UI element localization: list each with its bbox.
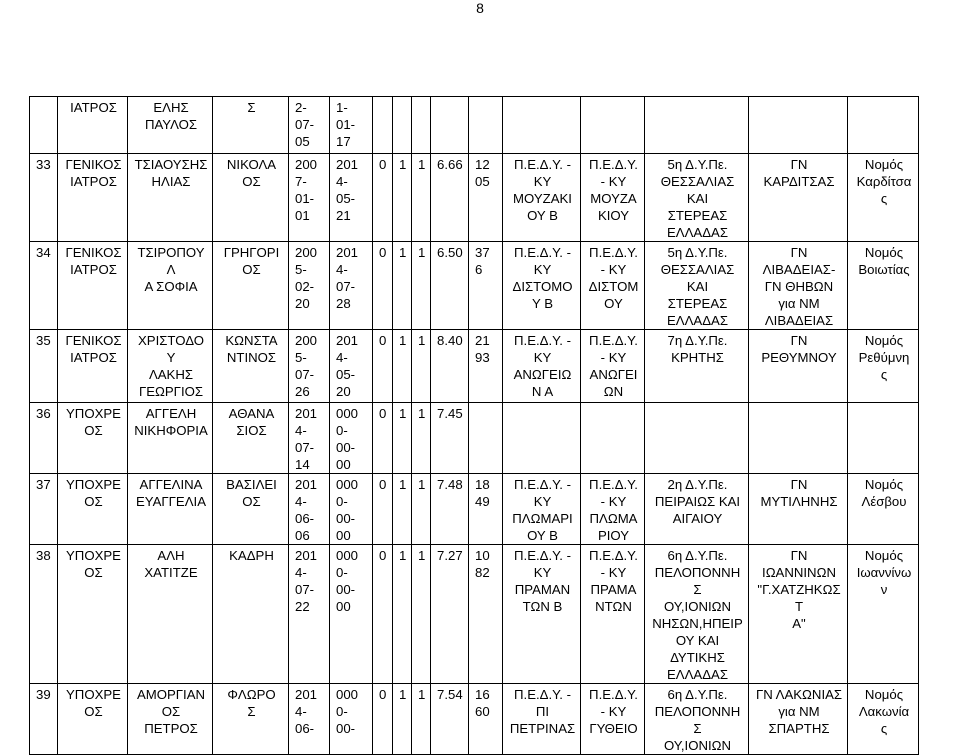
table-row — [30, 242, 919, 330]
date-cell: 000 0- 00- — [330, 684, 373, 755]
prefecture-cell: Νομός Καρδίτσα ς — [848, 154, 919, 242]
surname-cell: ΑΓΓΕΛΗ ΝΙΚΗΦΟΡΙΑ — [128, 403, 213, 474]
flag-cell: 0 — [373, 154, 393, 242]
date-cell: 200 5- 02- 20 — [289, 242, 330, 330]
prefecture-cell: Νομός Βοιωτίας — [848, 242, 919, 330]
flag-cell: 1 — [412, 330, 431, 403]
row-number: 34 — [30, 242, 58, 330]
hospital-cell — [749, 403, 848, 474]
flag-cell: 1 — [393, 684, 412, 755]
health-center-cell: Π.Ε.Δ.Υ. - ΚΥ ΑΝΩΓΕΙΩ Ν Α — [503, 330, 581, 403]
prefecture-cell: Νομός Ιωαννίνω ν — [848, 545, 919, 684]
date-cell: 000 0- 00- 00 — [330, 474, 373, 545]
health-region-cell: 7η Δ.Υ.Πε. ΚΡΗΤΗΣ — [645, 330, 749, 403]
row-number: 37 — [30, 474, 58, 545]
flag-cell: 0 — [373, 545, 393, 684]
flag-cell: 1 — [412, 474, 431, 545]
prefecture-cell: Νομός Λακωνία ς — [848, 684, 919, 755]
surname-cell: ΑΛΗ ΧΑΤΙΤΖΕ — [128, 545, 213, 684]
specialty-cell: ΥΠΟΧΡΕ ΟΣ — [58, 545, 128, 684]
flag-cell: 1 — [412, 154, 431, 242]
health-region-cell: 5η Δ.Υ.Πε. ΘΕΣΣΑΛΙΑΣ ΚΑΙ ΣΤΕΡΕΑΣ ΕΛΛΑΔΑΣ — [645, 242, 749, 330]
date-cell: 201 4- 05- 20 — [330, 330, 373, 403]
registry-table — [29, 96, 919, 755]
health-unit-cell — [581, 97, 645, 154]
health-center-cell: Π.Ε.Δ.Υ. - ΚΥ ΠΛΩΜΑΡΙ ΟΥ Β — [503, 474, 581, 545]
date-cell: 000 0- 00- 00 — [330, 403, 373, 474]
prefecture-cell: Νομός Ρεθύμνη ς — [848, 330, 919, 403]
father-name-cell: ΦΛΩΡΟ Σ — [213, 684, 289, 755]
specialty-cell: ΥΠΟΧΡΕ ΟΣ — [58, 474, 128, 545]
score-cell: 7.45 — [431, 403, 469, 474]
hospital-cell: ΓΝ ΛΙΒΑΔΕΙΑΣ- ΓΝ ΘΗΒΩΝ για ΝΜ ΛΙΒΑΔΕΙΑΣ — [749, 242, 848, 330]
health-unit-cell: Π.Ε.Δ.Υ. - ΚΥ ΠΛΩΜΑ ΡΙΟΥ — [581, 474, 645, 545]
hospital-cell — [749, 97, 848, 154]
table-row — [30, 545, 919, 684]
health-center-cell — [503, 403, 581, 474]
father-name-cell: ΚΩΝΣΤΑ ΝΤΙΝΟΣ — [213, 330, 289, 403]
rank-cell: 18 49 — [469, 474, 503, 545]
health-unit-cell — [581, 403, 645, 474]
rank-cell: 21 93 — [469, 330, 503, 403]
score-cell: 7.27 — [431, 545, 469, 684]
flag-cell: 1 — [412, 403, 431, 474]
rank-cell: 10 82 — [469, 545, 503, 684]
health-region-cell — [645, 403, 749, 474]
score-cell: 8.40 — [431, 330, 469, 403]
hospital-cell: ΓΝ ΛΑΚΩΝΙΑΣ για ΝΜ ΣΠΑΡΤΗΣ — [749, 684, 848, 755]
flag-cell: 1 — [412, 545, 431, 684]
table-row — [30, 684, 919, 755]
flag-cell: 0 — [373, 684, 393, 755]
rank-cell: 16 60 — [469, 684, 503, 755]
row-number — [30, 97, 58, 154]
date-cell: 200 5- 07- 26 — [289, 330, 330, 403]
surname-cell: ΕΛΗΣ ΠΑΥΛΟΣ — [128, 97, 213, 154]
flag-cell: 0 — [373, 330, 393, 403]
hospital-cell: ΓΝ ΚΑΡΔΙΤΣΑΣ — [749, 154, 848, 242]
table-row — [30, 330, 919, 403]
health-unit-cell: Π.Ε.Δ.Υ. - ΚΥ ΓΥΘΕΙΟ — [581, 684, 645, 755]
flag-cell: 1 — [393, 330, 412, 403]
prefecture-cell: Νομός Λέσβου — [848, 474, 919, 545]
health-region-cell: 5η Δ.Υ.Πε. ΘΕΣΣΑΛΙΑΣ ΚΑΙ ΣΤΕΡΕΑΣ ΕΛΛΑΔΑΣ — [645, 154, 749, 242]
flag-cell — [412, 97, 431, 154]
health-center-cell: Π.Ε.Δ.Υ. - ΚΥ ΔΙΣΤΟΜΟ Υ Β — [503, 242, 581, 330]
specialty-cell: ΙΑΤΡΟΣ — [58, 97, 128, 154]
surname-cell: ΧΡΙΣΤΟΔΟΥ ΛΑΚΗΣ ΓΕΩΡΓΙΟΣ — [128, 330, 213, 403]
surname-cell: ΑΜΟΡΓΙΑΝ ΟΣ ΠΕΤΡΟΣ — [128, 684, 213, 755]
score-cell: 6.66 — [431, 154, 469, 242]
health-region-cell: 6η Δ.Υ.Πε. ΠΕΛΟΠΟΝΝΗΣ ΟΥ,ΙΟΝΙΩΝ — [645, 684, 749, 755]
specialty-cell: ΓΕΝΙΚΟΣ ΙΑΤΡΟΣ — [58, 330, 128, 403]
score-cell: 6.50 — [431, 242, 469, 330]
hospital-cell: ΓΝ ΜΥΤΙΛΗΝΗΣ — [749, 474, 848, 545]
date-cell: 201 4- 06- — [289, 684, 330, 755]
father-name-cell: ΚΑΔΡΗ — [213, 545, 289, 684]
date-cell: 2- 07- 05 — [289, 97, 330, 154]
rank-cell: 12 05 — [469, 154, 503, 242]
date-cell: 1- 01- 17 — [330, 97, 373, 154]
health-center-cell: Π.Ε.Δ.Υ. - ΚΥ ΠΡΑΜΑΝ ΤΩΝ Β — [503, 545, 581, 684]
prefecture-cell — [848, 403, 919, 474]
row-number: 35 — [30, 330, 58, 403]
hospital-cell: ΓΝ ΡΕΘΥΜΝΟΥ — [749, 330, 848, 403]
specialty-cell: ΓΕΝΙΚΟΣ ΙΑΤΡΟΣ — [58, 242, 128, 330]
flag-cell: 0 — [373, 242, 393, 330]
page-number: 8 — [476, 0, 484, 16]
health-region-cell — [645, 97, 749, 154]
rank-cell: 37 6 — [469, 242, 503, 330]
flag-cell: 0 — [373, 403, 393, 474]
score-cell: 7.54 — [431, 684, 469, 755]
date-cell: 200 7- 01- 01 — [289, 154, 330, 242]
table-row — [30, 474, 919, 545]
specialty-cell: ΥΠΟΧΡΕ ΟΣ — [58, 684, 128, 755]
table-row — [30, 97, 919, 154]
score-cell: 7.48 — [431, 474, 469, 545]
father-name-cell: ΒΑΣΙΛΕΙ ΟΣ — [213, 474, 289, 545]
hospital-cell: ΓΝ ΙΩΑΝΝΙΝΩΝ "Γ.ΧΑΤΖΗΚΩΣΤ Α" — [749, 545, 848, 684]
father-name-cell: ΓΡΗΓΟΡΙ ΟΣ — [213, 242, 289, 330]
row-number: 39 — [30, 684, 58, 755]
date-cell: 201 4- 07- 22 — [289, 545, 330, 684]
surname-cell: ΤΣΙΑΟΥΣΗΣ ΗΛΙΑΣ — [128, 154, 213, 242]
rank-cell — [469, 403, 503, 474]
health-region-cell: 2η Δ.Υ.Πε. ΠΕΙΡΑΙΩΣ ΚΑΙ ΑΙΓΑΙΟΥ — [645, 474, 749, 545]
surname-cell: ΤΣΙΡΟΠΟΥΛ Α ΣΟΦΙΑ — [128, 242, 213, 330]
prefecture-cell — [848, 97, 919, 154]
specialty-cell: ΓΕΝΙΚΟΣ ΙΑΤΡΟΣ — [58, 154, 128, 242]
father-name-cell: ΑΘΑΝΑ ΣΙΟΣ — [213, 403, 289, 474]
father-name-cell: ΝΙΚΟΛΑ ΟΣ — [213, 154, 289, 242]
health-unit-cell: Π.Ε.Δ.Υ. - ΚΥ ΜΟΥΖΑ ΚΙΟΥ — [581, 154, 645, 242]
health-center-cell: Π.Ε.Δ.Υ. - ΚΥ ΜΟΥΖΑΚΙ ΟΥ Β — [503, 154, 581, 242]
table-row — [30, 154, 919, 242]
health-unit-cell: Π.Ε.Δ.Υ. - ΚΥ ΑΝΩΓΕΙ ΩΝ — [581, 330, 645, 403]
flag-cell: 1 — [393, 154, 412, 242]
date-cell: 201 4- 06- 06 — [289, 474, 330, 545]
flag-cell: 1 — [393, 242, 412, 330]
health-unit-cell: Π.Ε.Δ.Υ. - ΚΥ ΔΙΣΤΟΜ ΟΥ — [581, 242, 645, 330]
health-region-cell: 6η Δ.Υ.Πε. ΠΕΛΟΠΟΝΝΗΣ ΟΥ,ΙΟΝΙΩΝ ΝΗΣΩΝ,ΗΠΕΙΡ ΟΥ ΚΑΙ ΔΥΤΙΚΗΣ ΕΛΛΑΔΑΣ — [645, 545, 749, 684]
score-cell — [431, 97, 469, 154]
row-number: 36 — [30, 403, 58, 474]
flag-cell: 1 — [393, 474, 412, 545]
father-name-cell: Σ — [213, 97, 289, 154]
date-cell: 000 0- 00- 00 — [330, 545, 373, 684]
row-number: 38 — [30, 545, 58, 684]
rank-cell — [469, 97, 503, 154]
flag-cell: 0 — [373, 474, 393, 545]
date-cell: 201 4- 07- 14 — [289, 403, 330, 474]
flag-cell: 1 — [412, 242, 431, 330]
surname-cell: ΑΓΓΕΛΙΝΑ ΕΥΑΓΓΕΛΙΑ — [128, 474, 213, 545]
health-center-cell: Π.Ε.Δ.Υ. - ΠΙ ΠΕΤΡΙΝΑΣ — [503, 684, 581, 755]
date-cell: 201 4- 07- 28 — [330, 242, 373, 330]
flag-cell: 1 — [393, 545, 412, 684]
flag-cell: 1 — [393, 403, 412, 474]
flag-cell — [373, 97, 393, 154]
date-cell: 201 4- 05- 21 — [330, 154, 373, 242]
flag-cell: 1 — [412, 684, 431, 755]
health-unit-cell: Π.Ε.Δ.Υ. - ΚΥ ΠΡΑΜΑ ΝΤΩΝ — [581, 545, 645, 684]
specialty-cell: ΥΠΟΧΡΕ ΟΣ — [58, 403, 128, 474]
health-center-cell — [503, 97, 581, 154]
table-row — [30, 403, 919, 474]
flag-cell — [393, 97, 412, 154]
row-number: 33 — [30, 154, 58, 242]
